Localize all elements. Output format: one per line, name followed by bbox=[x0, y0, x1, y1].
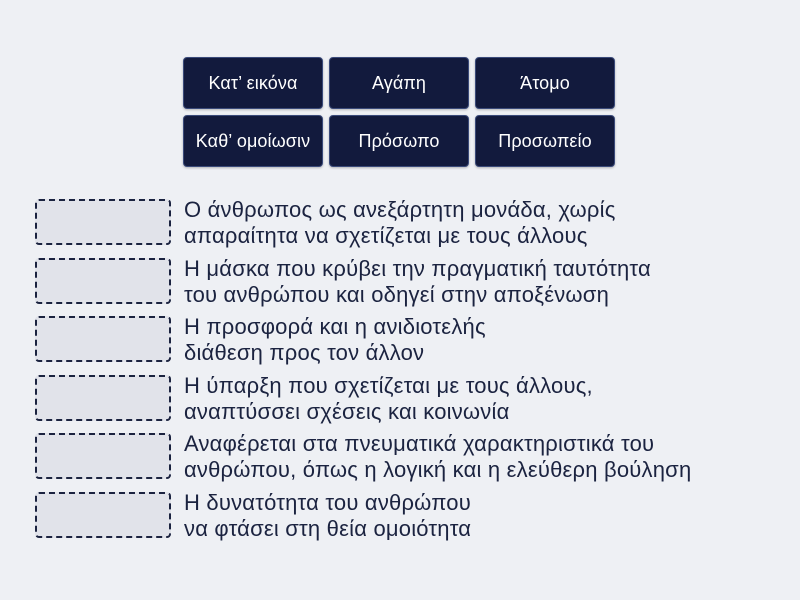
drop-zone-3[interactable] bbox=[35, 316, 171, 362]
definition-row bbox=[35, 256, 785, 306]
drop-zone-1[interactable] bbox=[35, 199, 171, 245]
definition-row bbox=[35, 314, 785, 364]
definition-list bbox=[35, 197, 785, 548]
tile-atomo[interactable]: Άτομο bbox=[475, 57, 615, 109]
definition-text-1: Ο άνθρωπος ως ανεξάρτητη μονάδα, χωρίς απαραίτητα να σχετίζεται με τους άλλους bbox=[184, 197, 616, 248]
answer-tiles bbox=[183, 57, 617, 167]
definition-row bbox=[35, 373, 785, 423]
definition-text-6: Η δυνατότητα του ανθρώπου να φτάσει στη θεία ομοιότητα bbox=[184, 489, 472, 541]
definition-text-4: Η ύπαρξη που σχετίζεται με τους άλλους, αναπτύσσει σχέσεις και κοινωνία bbox=[184, 372, 593, 424]
definition-text-2: Η μάσκα που κρύβει την πραγματική ταυτότητα του ανθρώπου και οδηγεί στην αποξένωση bbox=[184, 255, 651, 307]
tile-prosopo[interactable]: Πρόσωπο bbox=[329, 115, 469, 167]
definition-row bbox=[35, 431, 785, 481]
drop-zone-2[interactable] bbox=[35, 258, 171, 304]
definition-row bbox=[35, 490, 785, 540]
drop-zone-4[interactable] bbox=[35, 375, 171, 421]
tile-kath-omoiosin[interactable]: Καθ’ ομοίωσιν bbox=[183, 115, 323, 167]
definition-text-5: Αναφέρεται στα πνευματικά χαρακτηριστικά του ανθρώπου, όπως η λογική και η ελεύθερη βούληση bbox=[184, 431, 692, 482]
tile-prosopeio[interactable]: Προσωπείο bbox=[475, 115, 615, 167]
tile-agapi[interactable]: Αγάπη bbox=[329, 57, 469, 109]
drop-zone-5[interactable] bbox=[35, 433, 171, 479]
drop-zone-6[interactable] bbox=[35, 492, 171, 538]
definition-row bbox=[35, 197, 785, 247]
definition-text-3: Η προσφορά και η ανιδιοτελής διάθεση προς τον άλλον bbox=[184, 314, 486, 365]
tile-kat-eikona[interactable]: Κατ’ εικόνα bbox=[183, 57, 323, 109]
